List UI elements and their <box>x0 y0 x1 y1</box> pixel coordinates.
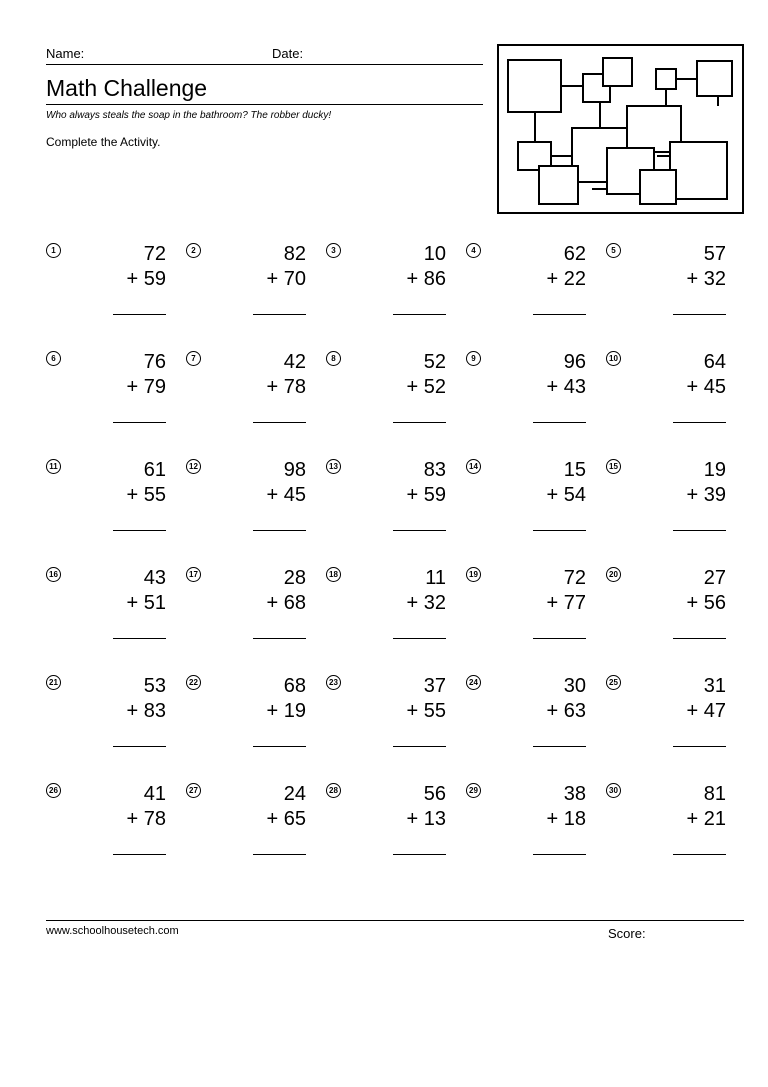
problem-item <box>606 351 726 451</box>
problem-number: 20 <box>606 567 621 582</box>
problem-addend: + 45 <box>686 376 726 398</box>
problem-item <box>466 351 586 451</box>
problem-addend: + 79 <box>126 376 166 398</box>
problem-top-number: 38 <box>563 783 586 805</box>
problem-addend: + 21 <box>686 808 726 830</box>
answer-line[interactable] <box>673 422 726 423</box>
problem-number: 12 <box>186 459 201 474</box>
problem-top-number: 31 <box>703 675 726 697</box>
problem-addend: + 78 <box>126 808 166 830</box>
problem-top-number: 53 <box>143 675 166 697</box>
problem-top-number: 98 <box>283 459 306 481</box>
answer-line[interactable] <box>113 746 166 747</box>
answer-line[interactable] <box>533 746 586 747</box>
problem-number: 15 <box>606 459 621 474</box>
problem-top-number: 30 <box>563 675 586 697</box>
problem-item <box>46 567 166 667</box>
answer-line[interactable] <box>113 854 166 855</box>
problem-top-number: 19 <box>703 459 726 481</box>
problem-number: 4 <box>466 243 481 258</box>
problem-top-number: 83 <box>423 459 446 481</box>
problem-top-number: 57 <box>703 243 726 265</box>
problem-top-number: 56 <box>423 783 446 805</box>
problem-item <box>186 351 306 451</box>
problem-item <box>606 783 726 883</box>
problem-item <box>606 459 726 559</box>
answer-line[interactable] <box>113 530 166 531</box>
problem-top-number: 10 <box>423 243 446 265</box>
problem-addend: + 59 <box>126 268 166 290</box>
answer-line[interactable] <box>533 422 586 423</box>
answer-line[interactable] <box>673 314 726 315</box>
instruction-text: Complete the Activity. <box>46 135 161 149</box>
problem-item <box>46 675 166 775</box>
answer-line[interactable] <box>253 746 306 747</box>
problem-number: 11 <box>46 459 61 474</box>
problem-addend: + 54 <box>546 484 586 506</box>
footer-rule <box>46 920 744 921</box>
problem-number: 9 <box>466 351 481 366</box>
problem-item <box>326 567 446 667</box>
problem-number: 26 <box>46 783 61 798</box>
answer-line[interactable] <box>113 422 166 423</box>
problem-addend: + 59 <box>406 484 446 506</box>
problem-number: 2 <box>186 243 201 258</box>
problem-item <box>326 783 446 883</box>
problem-top-number: 41 <box>143 783 166 805</box>
problem-addend: + 77 <box>546 592 586 614</box>
problem-number: 18 <box>326 567 341 582</box>
problem-item <box>466 675 586 775</box>
problem-number: 6 <box>46 351 61 366</box>
problem-item <box>186 243 306 343</box>
problem-item <box>606 567 726 667</box>
answer-line[interactable] <box>393 314 446 315</box>
problem-addend: + 18 <box>546 808 586 830</box>
problem-top-number: 96 <box>563 351 586 373</box>
problem-number: 19 <box>466 567 481 582</box>
problem-number: 22 <box>186 675 201 690</box>
problem-number: 24 <box>466 675 481 690</box>
problem-item <box>326 675 446 775</box>
problem-number: 13 <box>326 459 341 474</box>
problem-addend: + 19 <box>266 700 306 722</box>
problem-top-number: 52 <box>423 351 446 373</box>
problem-number: 29 <box>466 783 481 798</box>
problem-item <box>606 243 726 343</box>
answer-line[interactable] <box>673 854 726 855</box>
problem-item <box>46 243 166 343</box>
problem-addend: + 83 <box>126 700 166 722</box>
answer-line[interactable] <box>393 530 446 531</box>
problem-addend: + 55 <box>406 700 446 722</box>
answer-line[interactable] <box>533 854 586 855</box>
problem-item <box>186 459 306 559</box>
title-rule <box>46 104 483 105</box>
problem-addend: + 65 <box>266 808 306 830</box>
problem-number: 1 <box>46 243 61 258</box>
problem-top-number: 64 <box>703 351 726 373</box>
problem-top-number: 24 <box>283 783 306 805</box>
answer-line[interactable] <box>673 530 726 531</box>
problem-addend: + 56 <box>686 592 726 614</box>
problem-number: 3 <box>326 243 341 258</box>
problem-addend: + 63 <box>546 700 586 722</box>
name-date-rule <box>46 64 483 65</box>
answer-line[interactable] <box>253 422 306 423</box>
problem-top-number: 61 <box>143 459 166 481</box>
answer-line[interactable] <box>253 314 306 315</box>
problem-addend: + 39 <box>686 484 726 506</box>
problem-addend: + 32 <box>406 592 446 614</box>
problem-number: 23 <box>326 675 341 690</box>
problem-number: 14 <box>466 459 481 474</box>
problem-top-number: 43 <box>143 567 166 589</box>
problem-number: 30 <box>606 783 621 798</box>
answer-line[interactable] <box>533 530 586 531</box>
answer-line[interactable] <box>533 314 586 315</box>
problem-item <box>326 243 446 343</box>
problem-top-number: 68 <box>283 675 306 697</box>
answer-line[interactable] <box>393 422 446 423</box>
problem-top-number: 28 <box>283 567 306 589</box>
problem-addend: + 52 <box>406 376 446 398</box>
problem-number: 21 <box>46 675 61 690</box>
date-label: Date: <box>272 46 304 61</box>
problem-top-number: 72 <box>563 567 586 589</box>
problem-number: 17 <box>186 567 201 582</box>
answer-line[interactable] <box>393 746 446 747</box>
problem-addend: + 68 <box>266 592 306 614</box>
answer-line[interactable] <box>393 854 446 855</box>
problem-top-number: 27 <box>703 567 726 589</box>
answer-line[interactable] <box>253 638 306 639</box>
problem-item <box>46 783 166 883</box>
score-label: Score: <box>608 926 646 941</box>
joke-text: Who always steals the soap in the bathroom? The robber ducky! <box>46 110 332 121</box>
page-title: Math Challenge <box>46 75 208 101</box>
problem-item <box>46 351 166 451</box>
problem-number: 10 <box>606 351 621 366</box>
problem-top-number: 81 <box>703 783 726 805</box>
problem-top-number: 42 <box>283 351 306 373</box>
problem-top-number: 82 <box>283 243 306 265</box>
problem-number: 28 <box>326 783 341 798</box>
squares-logo-icon <box>497 44 744 214</box>
problem-addend: + 47 <box>686 700 726 722</box>
answer-line[interactable] <box>113 314 166 315</box>
problem-number: 27 <box>186 783 201 798</box>
problem-addend: + 70 <box>266 268 306 290</box>
problem-item <box>186 567 306 667</box>
problem-number: 8 <box>326 351 341 366</box>
problem-addend: + 51 <box>126 592 166 614</box>
problem-top-number: 76 <box>143 351 166 373</box>
problem-item <box>186 675 306 775</box>
answer-line[interactable] <box>113 638 166 639</box>
problem-addend: + 78 <box>266 376 306 398</box>
answer-line[interactable] <box>253 530 306 531</box>
problem-top-number: 62 <box>563 243 586 265</box>
problem-number: 16 <box>46 567 61 582</box>
problem-item <box>466 243 586 343</box>
problem-addend: + 32 <box>686 268 726 290</box>
answer-line[interactable] <box>673 638 726 639</box>
problem-item <box>326 459 446 559</box>
problem-top-number: 37 <box>423 675 446 697</box>
answer-line[interactable] <box>393 638 446 639</box>
problem-number: 7 <box>186 351 201 366</box>
problem-addend: + 55 <box>126 484 166 506</box>
problem-addend: + 22 <box>546 268 586 290</box>
problem-top-number: 72 <box>143 243 166 265</box>
problem-addend: + 86 <box>406 268 446 290</box>
problem-addend: + 45 <box>266 484 306 506</box>
problem-top-number: 15 <box>563 459 586 481</box>
problem-top-number: 11 <box>425 567 446 589</box>
answer-line[interactable] <box>673 746 726 747</box>
answer-line[interactable] <box>533 638 586 639</box>
problem-addend: + 43 <box>546 376 586 398</box>
problem-item <box>466 783 586 883</box>
problem-item <box>466 459 586 559</box>
name-label: Name: <box>46 46 85 61</box>
problem-number: 5 <box>606 243 621 258</box>
problem-addend: + 13 <box>406 808 446 830</box>
problem-item <box>466 567 586 667</box>
problem-number: 25 <box>606 675 621 690</box>
problem-item <box>326 351 446 451</box>
problem-item <box>186 783 306 883</box>
footer-site: www.schoolhousetech.com <box>46 925 179 937</box>
problem-item <box>46 459 166 559</box>
answer-line[interactable] <box>253 854 306 855</box>
problem-item <box>606 675 726 775</box>
